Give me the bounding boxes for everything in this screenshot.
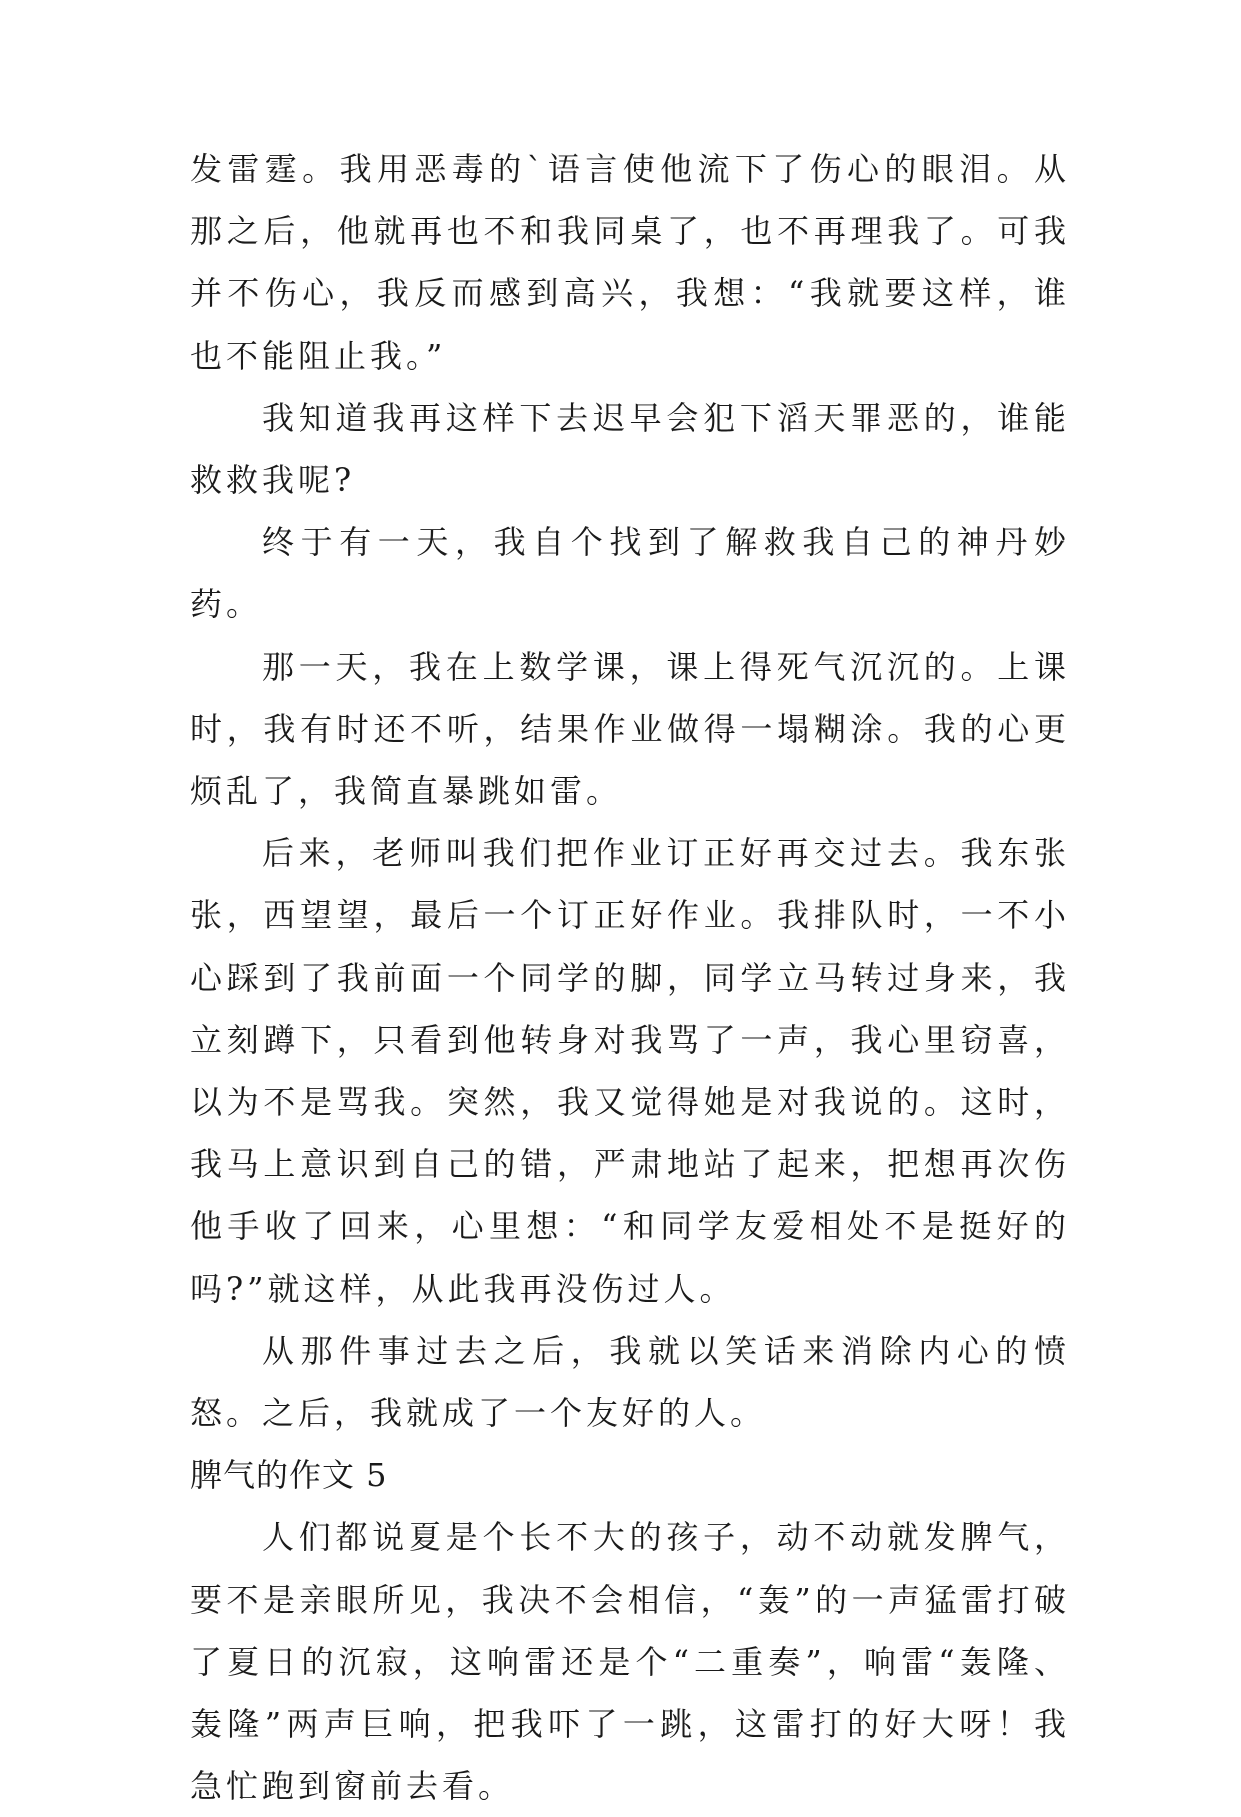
paragraph: 那一天，我在上数学课，课上得死气沉沉的。上课时，我有时还不听，结果作业做得一塌糊涂。我的心更烦乱了，我简直暴跳如雷。 xyxy=(190,647,1070,811)
paragraph: 发雷霆。我用恶毒的`语言使他流下了伤心的眼泪。从那之后，他就再也不和我同桌了，也不再理我了。可我并不伤心，我反而感到高兴，我想：“我就要这样，谁也不能阻止我。” xyxy=(190,150,1070,375)
section-heading: 脾气的作文 5 xyxy=(190,1456,388,1495)
document-body xyxy=(190,138,1070,1817)
paragraph: 我知道我再这样下去迟早会犯下滔天罪恶的，谁能救救我呢? xyxy=(190,398,1070,500)
paragraph: 人们都说夏是个长不大的孩子，动不动就发脾气，要不是亲眼所见，我决不会相信，“轰”的一声猛雷打破了夏日的沉寂，这响雷还是个“二重奏”，响雷“轰隆、轰隆”两声巨响，把我吓了一跳，这雷打的好大呀！我急忙跑到窗前去看。 xyxy=(190,1518,1070,1806)
paragraph: 后来，老师叫我们把作业订正好再交过去。我东张张，西望望，最后一个订正好作业。我排队时，一不小心踩到了我前面一个同学的脚，同学立马转过身来，我立刻蹲下，只看到他转身对我骂了一声，我心里窃喜，以为不是骂我。突然，我又觉得她是对我说的。这时，我马上意识到自己的错，严肃地站了起来，把想再次伤他手收了回来，心里想：“和同学友爱相处不是挺好的吗?”就这样，从此我再没伤过人。 xyxy=(190,834,1070,1308)
paragraph: 终于有一天，我自个找到了解救我自己的神丹妙药。 xyxy=(190,523,1070,624)
paragraph: 从那件事过去之后，我就以笑话来消除内心的愤怒。之后，我就成了一个友好的人。 xyxy=(190,1331,1070,1433)
